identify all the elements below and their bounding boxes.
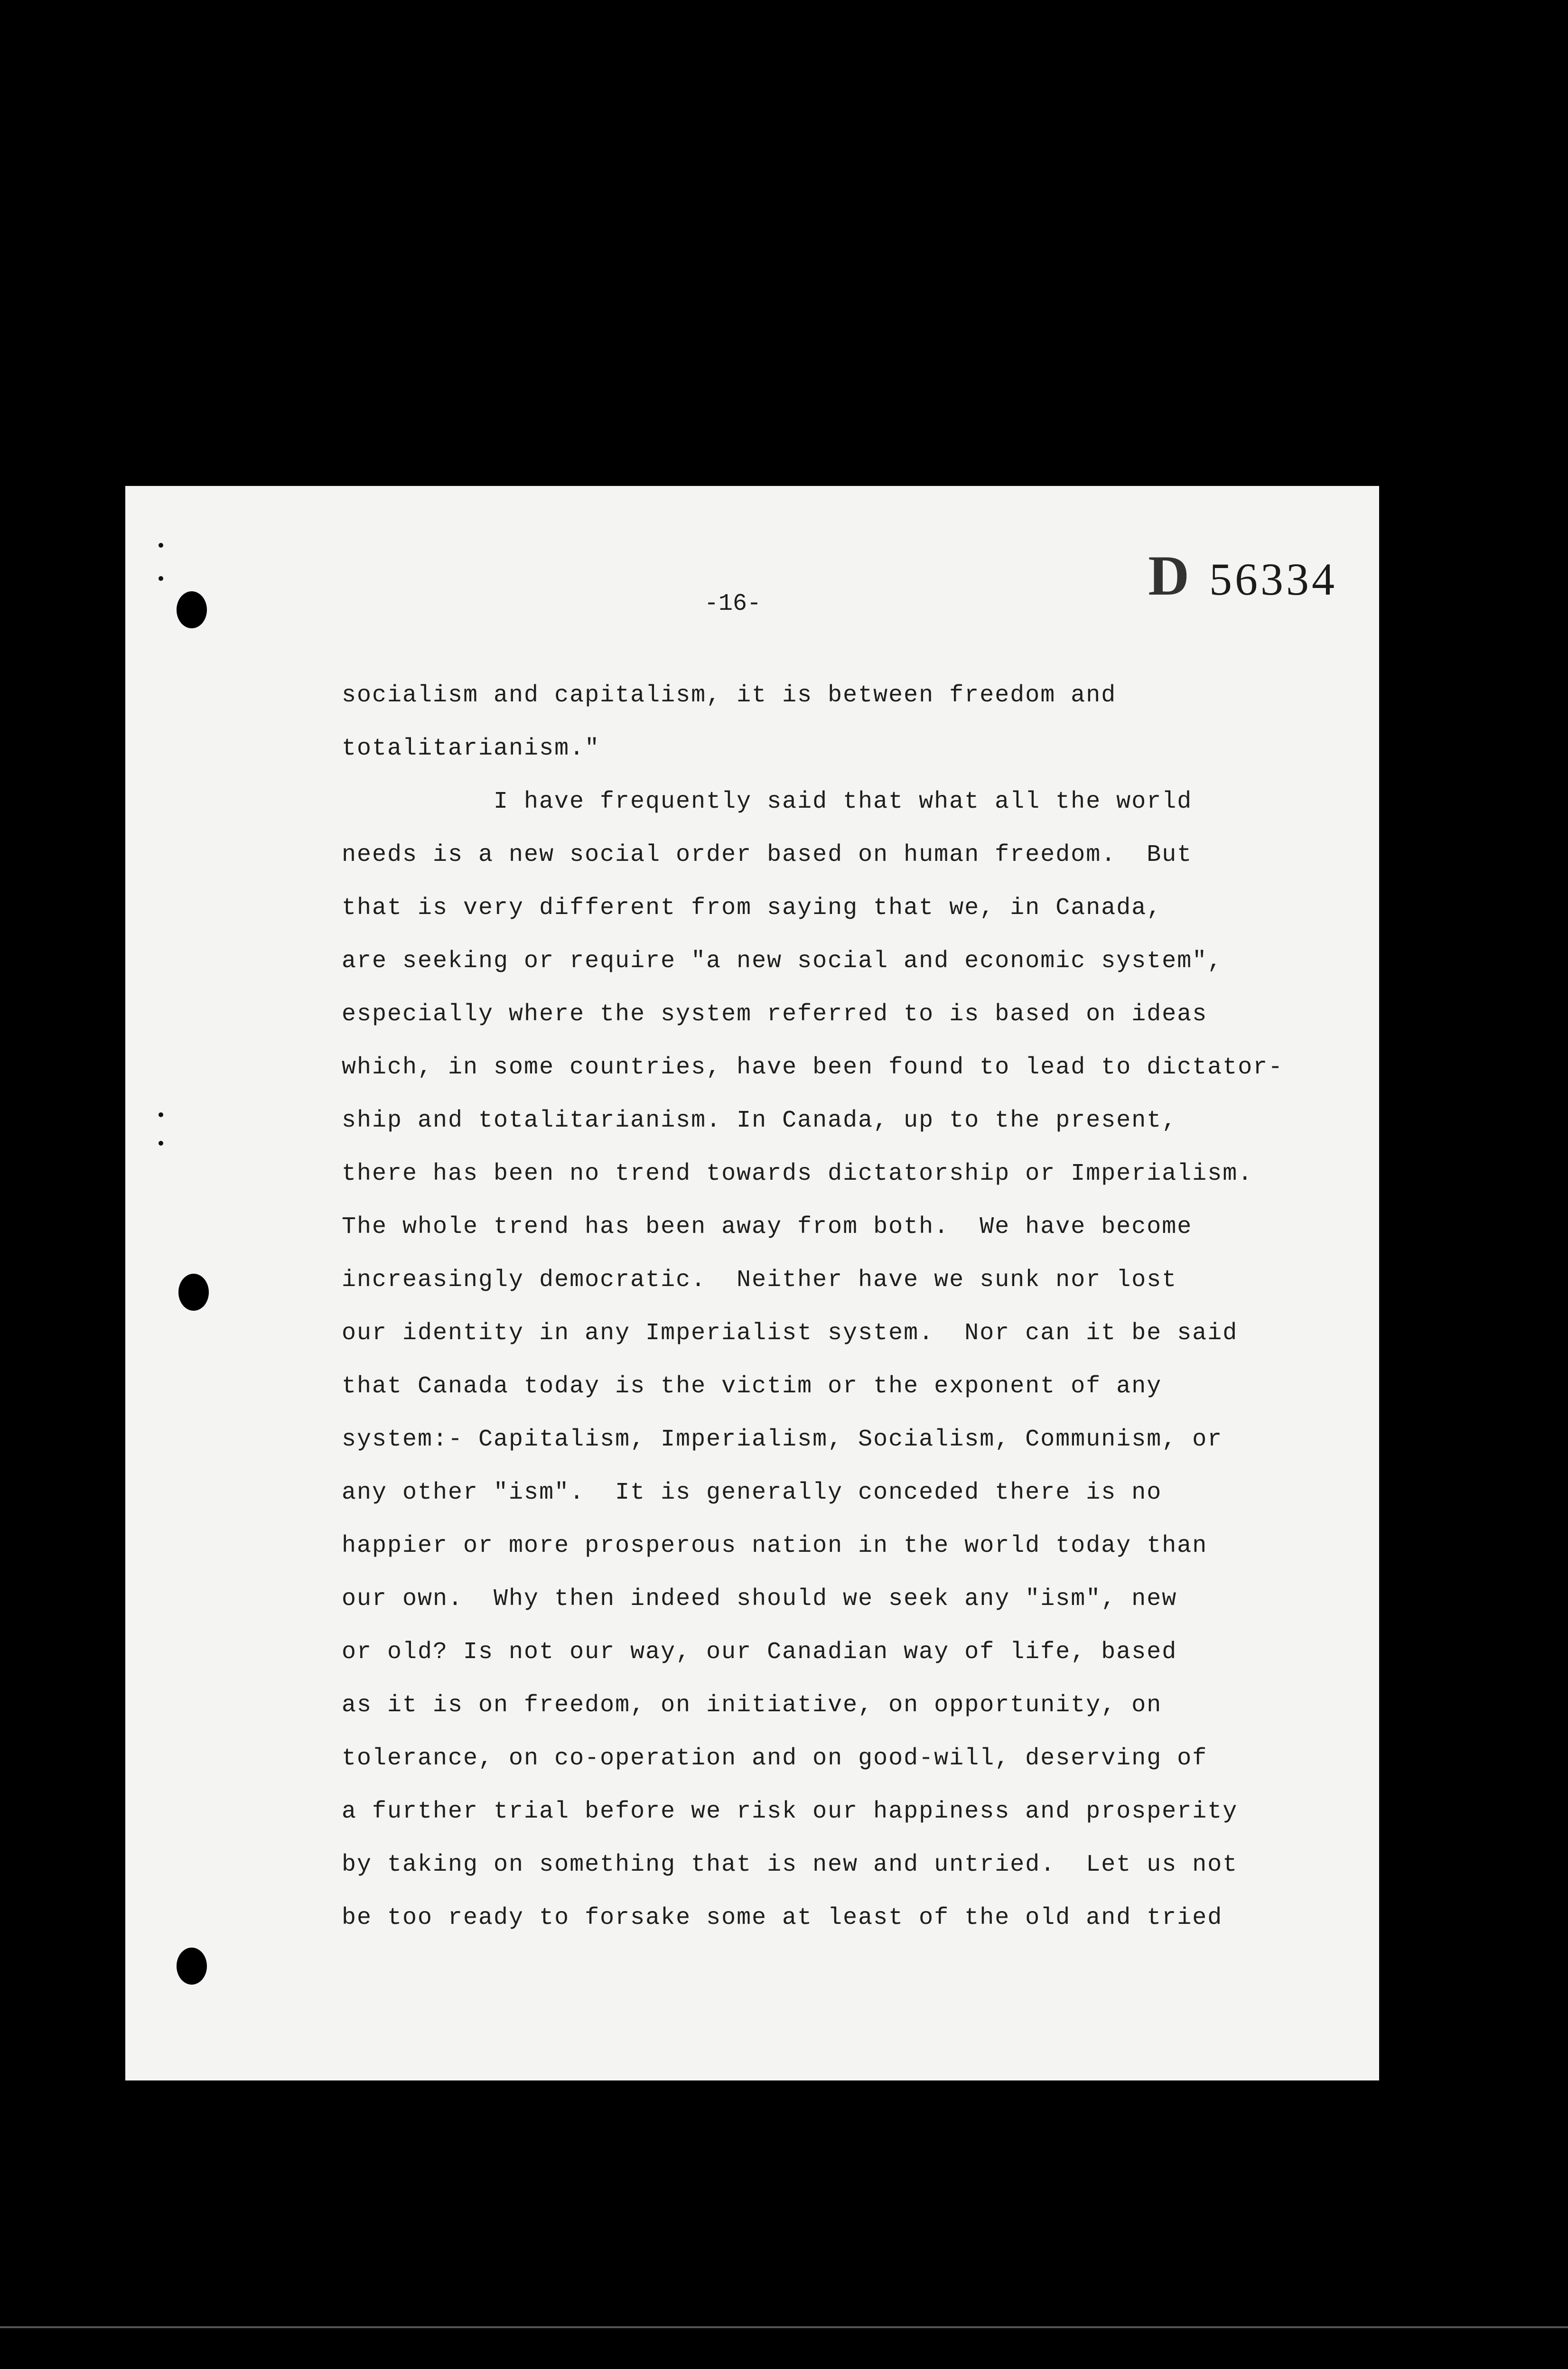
- text-line: our identity in any Imperialist system. Nor can it be said: [342, 1320, 1238, 1347]
- stamp-number: 56334: [1209, 554, 1337, 605]
- text-line: that Canada today is the victim or the exponent of any: [342, 1373, 1162, 1400]
- text-line: that is very different from saying that we, in Canada,: [342, 895, 1162, 922]
- text-line: ship and totalitarianism. In Canada, up to the present,: [342, 1107, 1177, 1134]
- text-line: increasingly democratic. Neither have we sunk nor lost: [342, 1267, 1177, 1294]
- punch-hole: [178, 1274, 209, 1311]
- text-line: any other "ism". It is generally conceded there is no: [342, 1479, 1162, 1506]
- text-line: a further trial before we risk our happiness and prosperity: [342, 1798, 1238, 1825]
- text-line: tolerance, on co-operation and on good-will, deserving of: [342, 1745, 1208, 1772]
- text-line: socialism and capitalism, it is between freedom and: [342, 682, 1117, 709]
- text-line: be too ready to forsake some at least of the old and tried: [342, 1904, 1223, 1931]
- text-line: especially where the system referred to is based on ideas: [342, 1001, 1208, 1028]
- text-line: which, in some countries, have been found to lead to dictator-: [342, 1054, 1284, 1081]
- body-text: [342, 669, 1348, 1945]
- text-line: totalitarianism.": [342, 735, 600, 762]
- margin-dot: [159, 543, 163, 548]
- margin-dot: [159, 1112, 163, 1117]
- punch-hole: [177, 1948, 207, 1985]
- text-line: I have frequently said that what all the world: [494, 788, 1193, 815]
- text-line: are seeking or require "a new social and economic system",: [342, 948, 1223, 975]
- text-line: as it is on freedom, on initiative, on opportunity, on: [342, 1692, 1162, 1719]
- text-line: needs is a new social order based on human freedom. But: [342, 841, 1193, 868]
- text-line: The whole trend has been away from both. We have become: [342, 1213, 1193, 1240]
- bottom-divider: [0, 2326, 1568, 2328]
- text-line: or old? Is not our way, our Canadian way of life, based: [342, 1639, 1177, 1666]
- document-page: [125, 486, 1379, 2080]
- text-line: our own. Why then indeed should we seek any "ism", new: [342, 1586, 1177, 1613]
- text-line: there has been no trend towards dictatorship or Imperialism.: [342, 1160, 1253, 1187]
- punch-hole: [177, 591, 207, 628]
- stamp-prefix: D: [1148, 544, 1192, 607]
- text-line: system:- Capitalism, Imperialism, Socialism, Communism, or: [342, 1426, 1223, 1453]
- page-number: -16-: [704, 590, 762, 617]
- text-line: by taking on something that is new and untried. Let us not: [342, 1851, 1238, 1878]
- margin-dot: [159, 1141, 163, 1146]
- document-stamp: [1148, 543, 1337, 608]
- margin-dot: [159, 576, 163, 581]
- text-line: happier or more prosperous nation in the world today than: [342, 1532, 1208, 1559]
